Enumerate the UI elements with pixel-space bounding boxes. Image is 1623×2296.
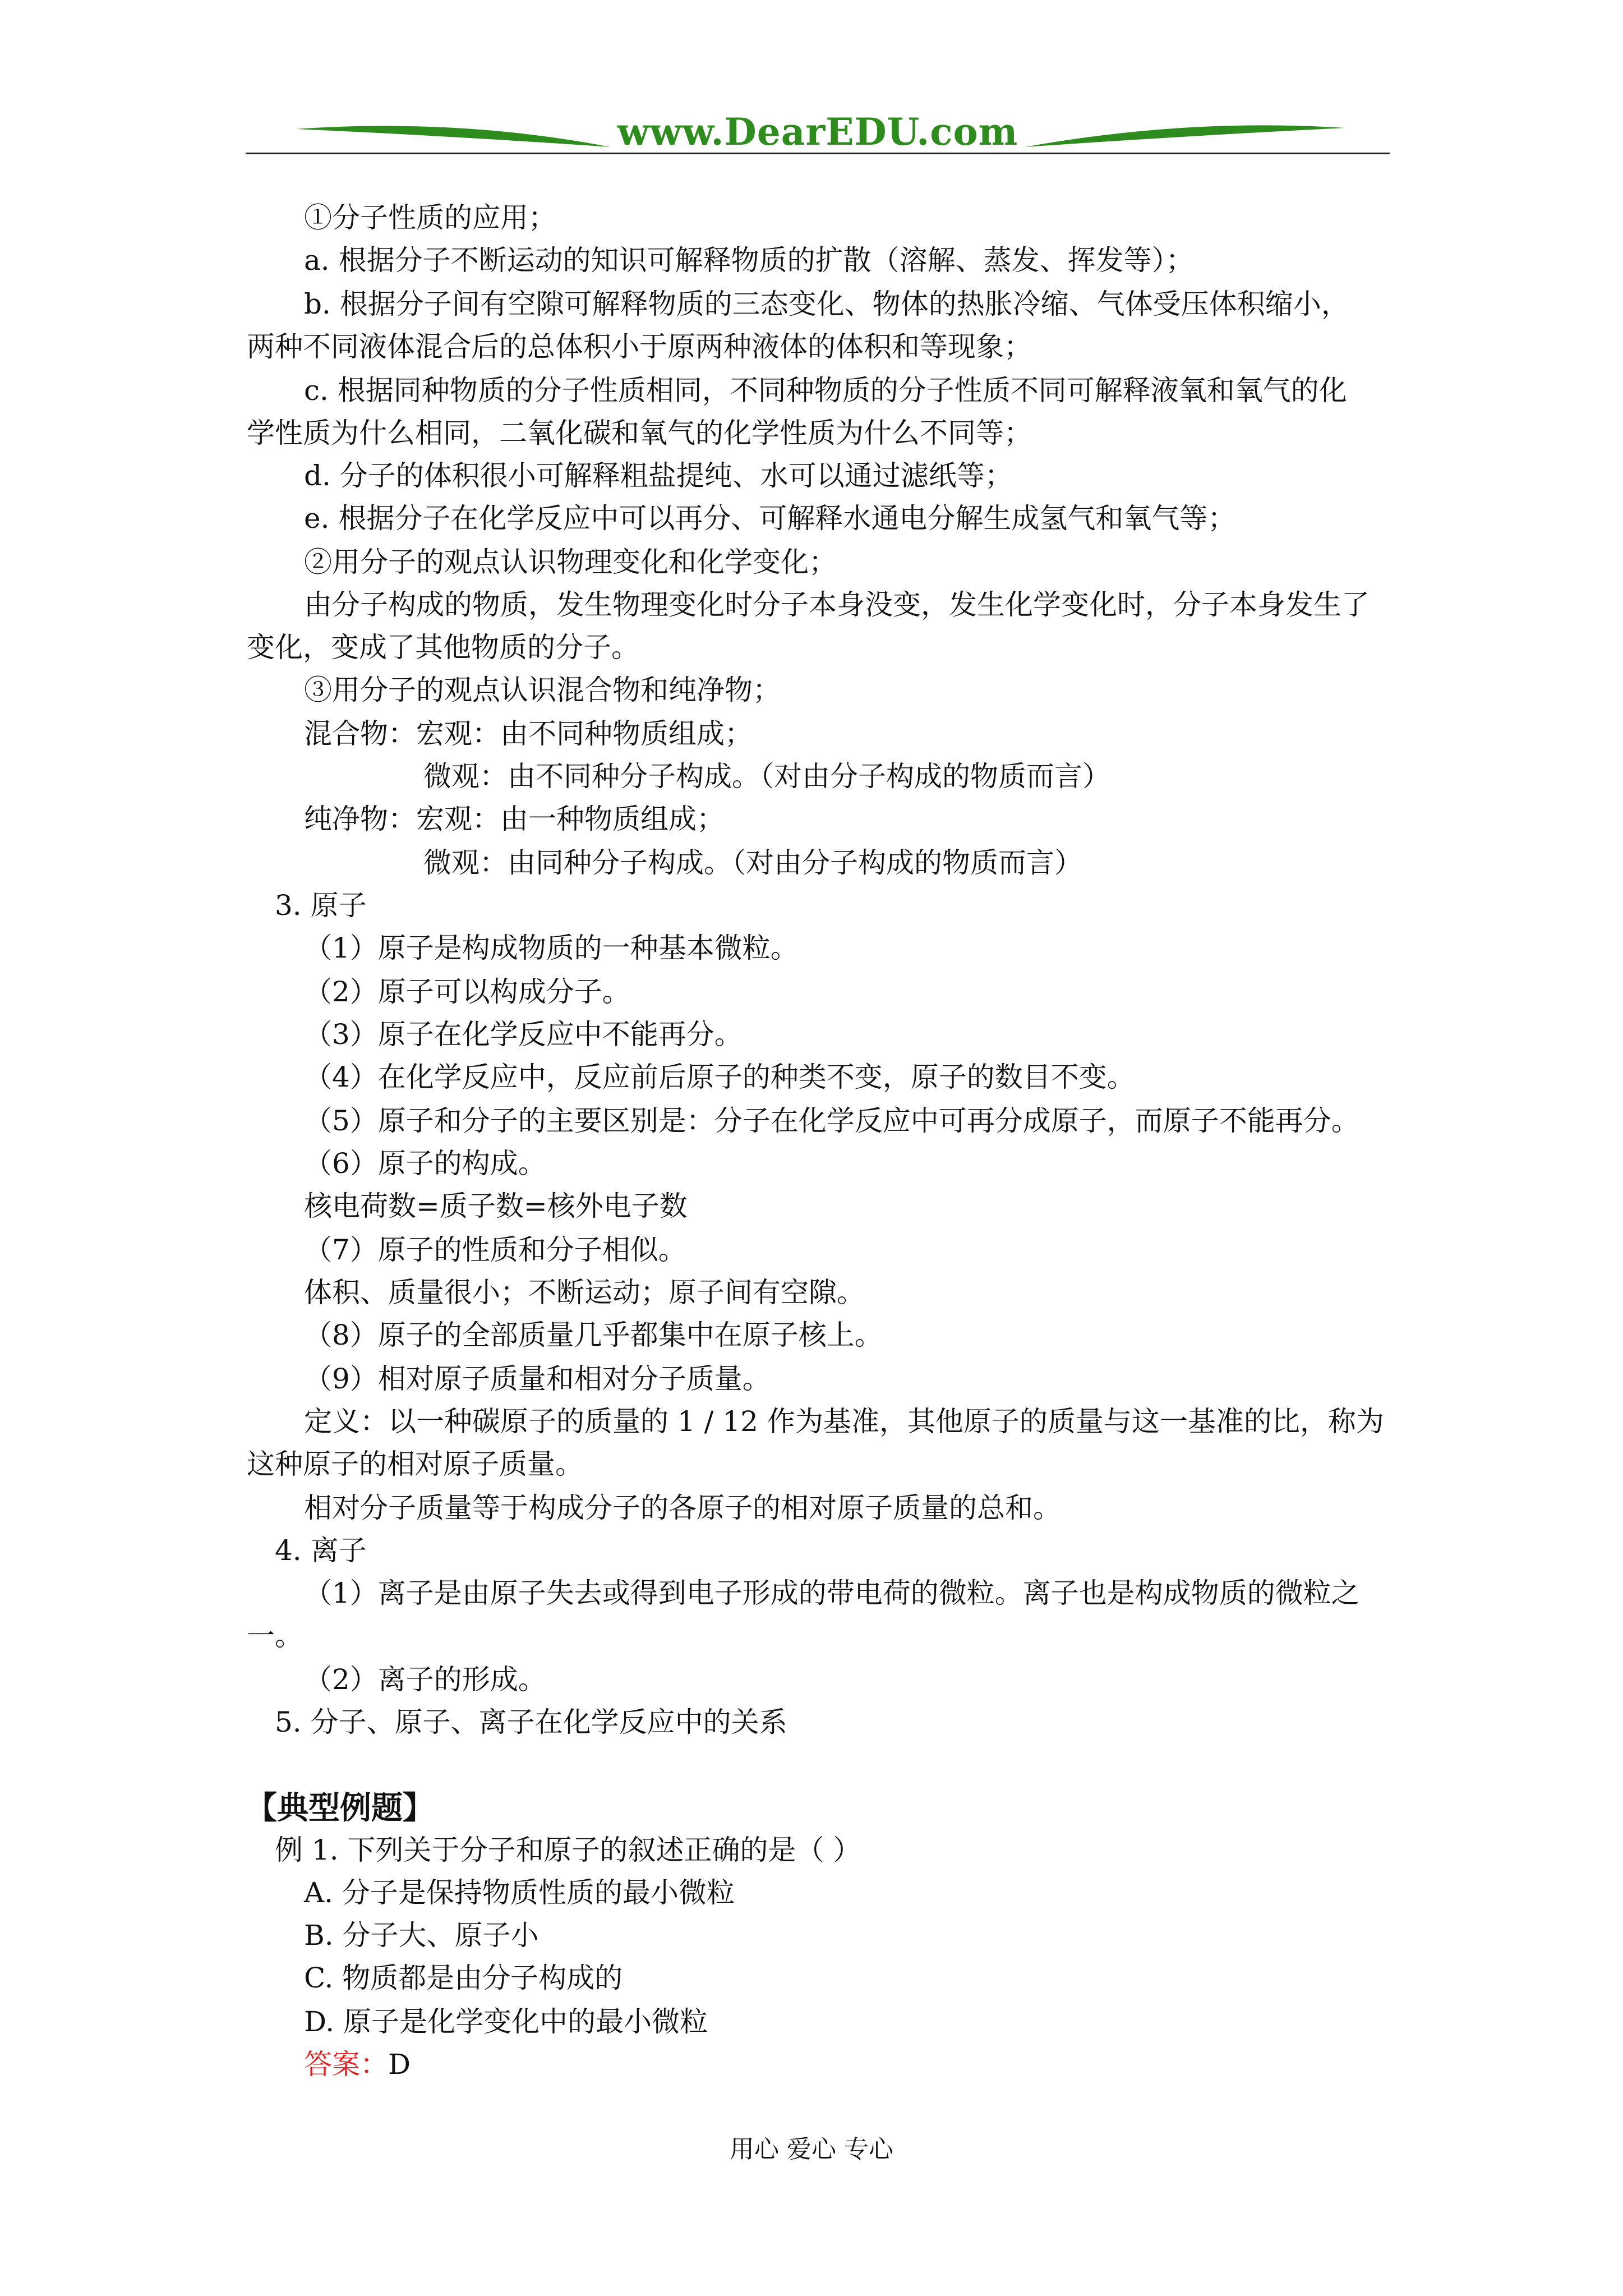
example-question: 例 1. 下列关于分子和原子的叙述正确的是（ ） bbox=[275, 1834, 861, 1866]
text-line: （7）原子的性质和分子相似。 bbox=[304, 1234, 686, 1266]
text-line: d. 分子的体积很小可解释粗盐提纯、水可以通过滤纸等； bbox=[304, 459, 1013, 492]
text-line: 定义：以一种碳原子的质量的 1 / 12 作为基准，其他原子的质量与这一基准的比，称为 bbox=[304, 1405, 1384, 1438]
text-line: a. 根据分子不断运动的知识可解释物质的扩散（溶解、蒸发、挥发等）； bbox=[304, 244, 1194, 277]
header-divider bbox=[246, 153, 1390, 154]
text-line: （4）在化学反应中，反应前后原子的种类不变，原子的数目不变。 bbox=[304, 1061, 1135, 1093]
text-line: （1）离子是由原子失去或得到电子形成的带电荷的微粒。离子也是构成物质的微粒之 bbox=[304, 1577, 1359, 1609]
text-line: 混合物：宏观：由不同种物质组成； bbox=[304, 717, 753, 750]
text-line: ③用分子的观点认识混合物和纯净物； bbox=[304, 674, 781, 706]
text-line: （9）相对原子质量和相对分子质量。 bbox=[304, 1363, 771, 1395]
text-line: （3）原子在化学反应中不能再分。 bbox=[304, 1018, 743, 1051]
answer-label: 答案： bbox=[304, 2048, 388, 2081]
answer-line bbox=[304, 2047, 411, 2081]
option-d: D. 原子是化学变化中的最小微粒 bbox=[304, 2005, 708, 2038]
section-heading: 3. 原子 bbox=[275, 889, 367, 922]
text-line: ①分子性质的应用； bbox=[304, 201, 556, 234]
text-line: （2）原子可以构成分子。 bbox=[304, 976, 630, 1008]
logo-text: www.DearEDU.com bbox=[617, 110, 1018, 154]
section-heading: 5. 分子、原子、离子在化学反应中的关系 bbox=[275, 1706, 787, 1738]
text-line: c. 根据同种物质的分子性质相同，不同种物质的分子性质不同可解释液氧和氧气的化 bbox=[304, 374, 1347, 407]
header-logo bbox=[246, 107, 1390, 163]
text-line: （6）原子的构成。 bbox=[304, 1147, 546, 1180]
text-line: 学性质为什么相同，二氧化碳和氧气的化学性质为什么不同等； bbox=[247, 417, 1032, 449]
text-line: 纯净物：宏观：由一种物质组成； bbox=[304, 803, 725, 835]
answer-value: D bbox=[388, 2048, 411, 2081]
option-b: B. 分子大、原子小 bbox=[304, 1919, 539, 1952]
text-line: 微观：由同种分子构成。（对由分子构成的物质而言） bbox=[423, 846, 1082, 879]
text-line: 微观：由不同种分子构成。（对由分子构成的物质而言） bbox=[423, 760, 1110, 793]
text-line: 相对分子质量等于构成分子的各原子的相对原子质量的总和。 bbox=[304, 1492, 1061, 1524]
page-footer: 用心 爱心 专心 bbox=[730, 2135, 893, 2164]
text-line: ②用分子的观点认识物理变化和化学变化； bbox=[304, 546, 837, 578]
section-heading: 4. 离子 bbox=[275, 1534, 367, 1567]
option-c: C. 物质都是由分子构成的 bbox=[304, 1962, 623, 1994]
text-line: 这种原子的相对原子质量。 bbox=[247, 1448, 583, 1480]
text-line: （8）原子的全部质量几乎都集中在原子核上。 bbox=[304, 1319, 883, 1351]
text-line: 变化，变成了其他物质的分子。 bbox=[247, 631, 639, 664]
examples-heading: 【典型例题】 bbox=[246, 1789, 434, 1826]
text-line: e. 根据分子在化学反应中可以再分、可解释水通电分解生成氢气和氧气等； bbox=[304, 502, 1236, 535]
text-line: （2）离子的形成。 bbox=[304, 1663, 546, 1696]
text-line: 由分子构成的物质，发生物理变化时分子本身没变，发生化学变化时，分子本身发生了 bbox=[304, 588, 1370, 621]
text-line: b. 根据分子间有空隙可解释物质的三态变化、物体的热胀冷缩、气体受压体积缩小， bbox=[304, 288, 1349, 320]
option-a: A. 分子是保持物质性质的最小微粒 bbox=[304, 1876, 735, 1909]
text-line: 两种不同液体混合后的总体积小于原两种液体的体积和等现象； bbox=[247, 330, 1032, 363]
text-line: （1）原子是构成物质的一种基本微粒。 bbox=[304, 932, 799, 964]
text-line: 核电荷数=质子数=核外电子数 bbox=[304, 1190, 688, 1222]
text-line: （5）原子和分子的主要区别是：分子在化学反应中可再分成原子，而原子不能再分。 bbox=[304, 1105, 1359, 1137]
text-line: 体积、质量很小；不断运动；原子间有空隙。 bbox=[304, 1276, 865, 1309]
text-line: 一。 bbox=[247, 1619, 303, 1652]
